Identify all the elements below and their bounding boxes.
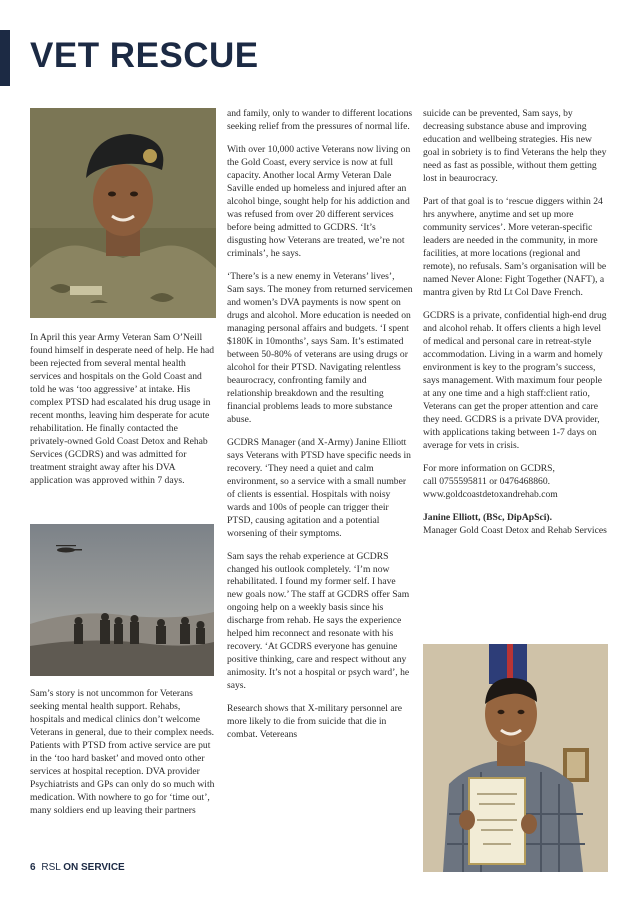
paragraph: GCDRS Manager (and X-Army) Janine Elliott says Veterans with PTSD have specific needs in recovery. ‘They need a quiet and calm environment, so a service with a small number of clients is essential. Hospitals with noisy wards and 100s of people can trigger their PTSD, causing agitation and a potential worsening of their symptoms. bbox=[227, 436, 411, 539]
byline-role: Manager Gold Coast Detox and Rehab Services bbox=[423, 524, 607, 536]
contact-line: For more information on GCDRS, bbox=[423, 462, 555, 474]
paragraph: Sam’s story is not uncommon for Veterans seeking mental health support. Rehabs, hospitals and medical clinics don’t welcome Veterans in general, due to their complex needs. Patients with PTSD from active service are put in the ‘too hard basket’ and moved onto other services at hospital reception. DVA provider Psychiatrists and GPs can only do so much with medication. With nowhere to go for ‘time out’, many soldiers end up leaving their partners bbox=[30, 688, 215, 816]
contact-info bbox=[423, 463, 609, 502]
article-column-1a bbox=[30, 332, 216, 498]
paragraph: In April this year Army Veteran Sam O’Neill found himself in desperate need of help. He had been rejected from several mental health services and hospitals on the Gold Coast and told he was ‘too aggressive’ at intake. His complex PTSD had escalated his drug usage in recent months, leaving him desperate for acute rehabilitation. He finally contacted the privately-owned Gold Coast Detox and Rehab Services (GCDRS) and was admitted for treatment straight away after his DVA application was approved within 7 days. bbox=[30, 332, 215, 486]
photo-soldier-portrait-image bbox=[30, 108, 216, 318]
photo-hilltop-soldiers-image bbox=[30, 524, 214, 676]
paragraph: suicide can be prevented, Sam says, by decreasing substance abuse and improving education and wellbeing strategies. His new goal in sobriety is to find Veterans the help they need as fast as possible, without them getting lost in beaurocracy. bbox=[423, 108, 607, 184]
byline bbox=[423, 512, 609, 538]
paragraph: GCDRS is a private, confidential high-end drug and alcohol rehab. It offers clients a high level of medical and personal care in retreat-style accommodation. Living in a warm and homely environment is key to the program’s success, says management. With maximum four people at any one time and a high staff:client ratio, Veterans can get the proper attention and care they need. GCDRS is a private DVA provider, with applications taking between 1-7 days on average for vets in crisis. bbox=[423, 309, 607, 451]
paragraph: Research shows that X-military personnel are more likely to die from suicide that die in combat. Vetereans bbox=[227, 703, 403, 741]
article-column-2 bbox=[227, 108, 413, 752]
photo-soldier-portrait bbox=[30, 108, 216, 318]
byline-name: Janine Elliott, (BSc, DipApSci). bbox=[423, 511, 552, 523]
photo-hilltop-soldiers bbox=[30, 524, 214, 676]
page-number: 6 bbox=[30, 862, 36, 873]
article-column-3 bbox=[423, 108, 609, 548]
paragraph: With over 10,000 active Veterans now living on the Gold Coast, every service is now at full capacity. Another local Army Veteran Dale Saville ended up homeless and injured after an alcohol binge, sought help for his addiction and was refused from over 20 different services before being admitted to GCDRS. ‘It’s disgusting how Veterans are treated, we’re not criminals’, he says. bbox=[227, 143, 411, 259]
article-column-1b bbox=[30, 688, 216, 828]
paragraph: Sam says the rehab experience at GCDRS changed his outlook completely. ‘I’m now rehabilitated. I found my former self. I have new goals now.’ The staff at GCDRS offer Sam ongoing help on a weekly basis since his discharge from rehab. He says the experience helped him reconnect and resonate with his recovery. ‘At GCDRS everyone has genuine positive thinking, care and respect without any animosity. It’s not a hospital or psych ward’, he says. bbox=[227, 550, 410, 692]
page-title: VET RESCUE bbox=[30, 36, 259, 75]
photo-certificate-image bbox=[423, 644, 608, 872]
publication-section: ON SERVICE bbox=[63, 862, 125, 873]
paragraph: ‘There’s is a new enemy in Veterans’ lives’, Sam says. The money from returned servicemen and women’s DVA payments is now spent on drugs and alcohol. More education is needed on managing personal affairs and budgets. ‘I spent $180K in 10months’, says Sam. It’s estimated between 50-80% of veterans are using drugs or alcohol for their PTSD. Navigating relentless beaurocracy, confronting family and relationship breakdown and the resulting financial problems leads to more substance abuse. bbox=[227, 270, 413, 425]
publication-name: RSL bbox=[41, 862, 61, 873]
page-footer bbox=[30, 862, 125, 873]
contact-phone: call 0755595811 or 0476468860. bbox=[423, 475, 551, 487]
paragraph: and family, only to wander to different locations seeking relief from the pressures of normal life. bbox=[227, 108, 413, 132]
photo-certificate bbox=[423, 644, 608, 872]
contact-website: www.goldcoastdetoxandrehab.com bbox=[423, 488, 558, 500]
header-accent-bar bbox=[0, 30, 10, 86]
paragraph: Part of that goal is to ‘rescue diggers within 24 hrs anywhere, anytime and set up more community services’. More veteran-specific leaders are needed in the community, in more facilities, at more locations (regional and remote), no refusals. Sam’s organisation will be named Never Alone: Fight Together (NAFT), a mantra given by Rtd Lt Col Dave French. bbox=[423, 195, 607, 298]
